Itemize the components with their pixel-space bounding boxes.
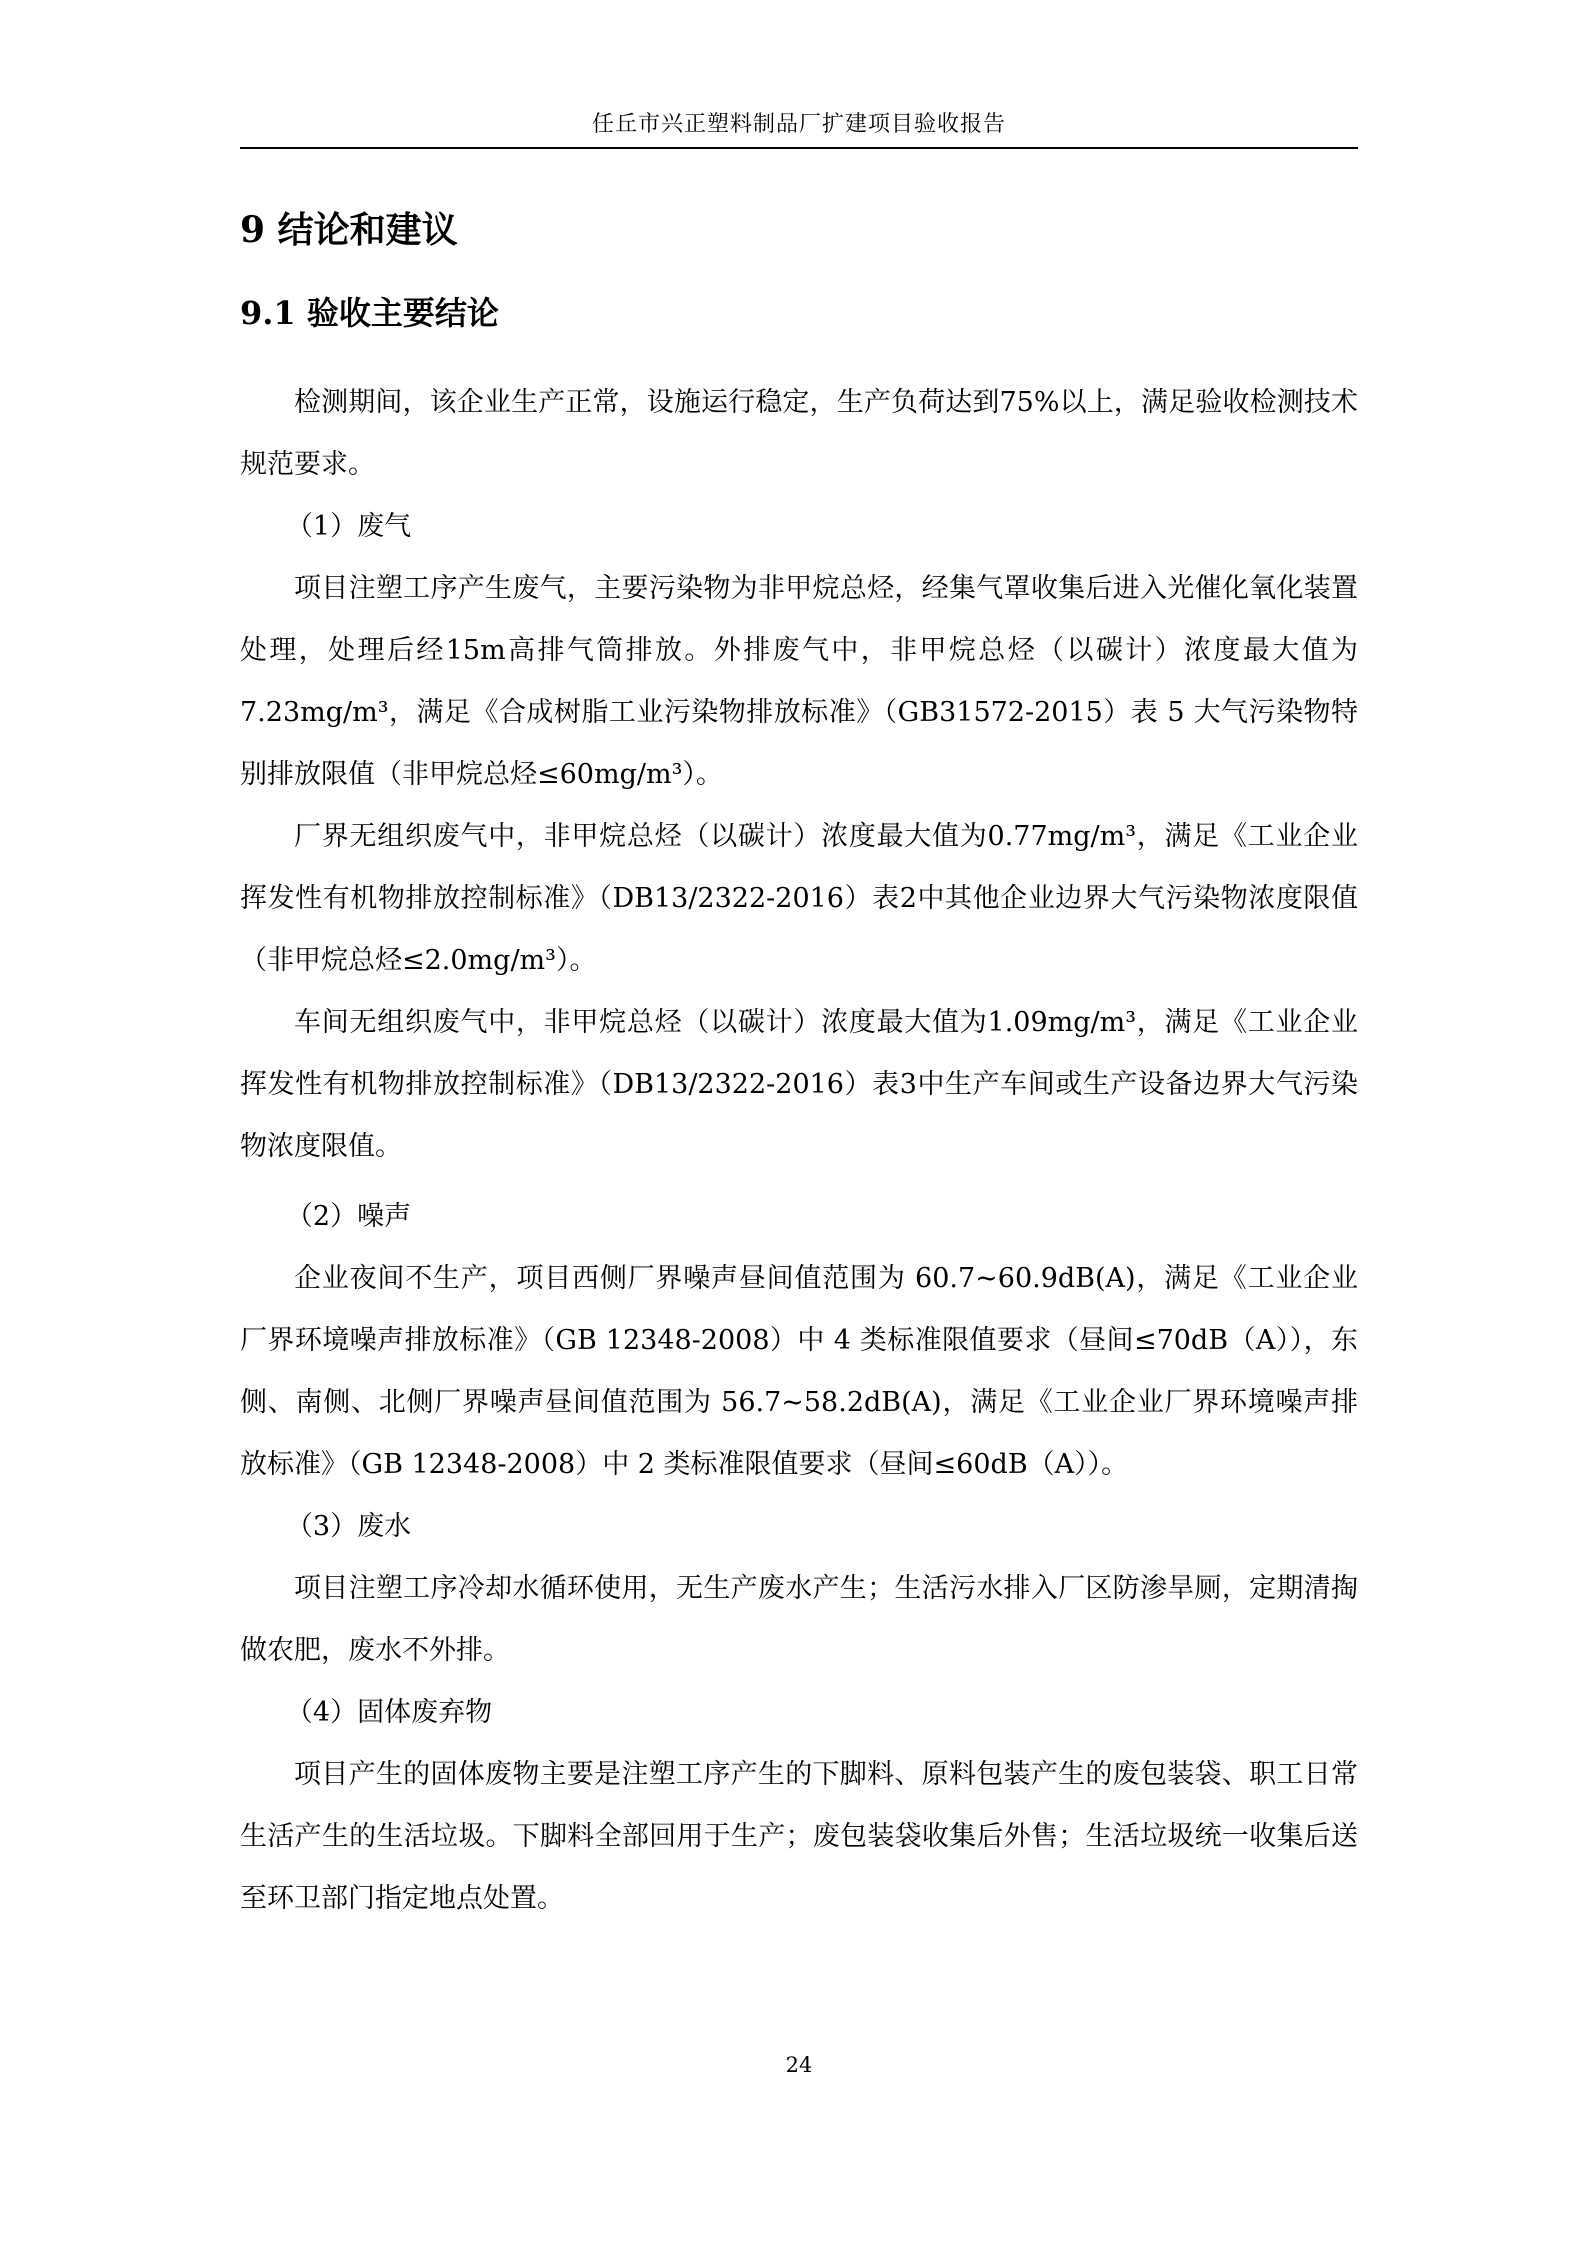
- spacer: [240, 1178, 1358, 1186]
- solid-waste-heading: （4）固体废弃物: [285, 1697, 493, 1728]
- waste-water-paragraph: 项目注塑工序冷却水循环使用，无生产废水产生；生活污水排入厂区防渗旱厕，定期清掏做农肥，废水不外排。: [240, 1573, 1358, 1666]
- waste-water-heading: （3）废水: [285, 1511, 412, 1542]
- noise-heading: （2）噪声: [285, 1201, 412, 1232]
- noise-paragraph: 企业夜间不生产，项目西侧厂界噪声昼间值范围为 60.7~60.9dB(A)，满足《工业企业厂界环境噪声排放标准》（GB 12348-2008）中 4 类标准限值要求（昼间≤70dB（A）），东侧、南侧、北侧厂界噪声昼间值范围为 56.7~58.2dB(A)，满足《工业企业厂界环境噪声排放标准》（GB 12348-2008）中 2 类标准限值要求（昼间≤60dB（A））。: [240, 1263, 1358, 1480]
- waste-gas-paragraph-1: 项目注塑工序产生废气，主要污染物为非甲烷总烃，经集气罩收集后进入光催化氧化装置处理，处理后经15m高排气筒排放。外排废气中，非甲烷总烃（以碳计）浓度最大值为7.23mg/m³，满足《合成树脂工业污染物排放标准》（GB31572-2015）表 5 大气污染物特别排放限值（非甲烷总烃≤60mg/m³）。: [240, 573, 1358, 790]
- section-heading: 9.1 验收主要结论: [240, 294, 499, 332]
- page-number: 24: [785, 2053, 813, 2077]
- body-text: [240, 372, 1358, 1930]
- intro-paragraph: 检测期间，该企业生产正常，设施运行稳定，生产负荷达到75%以上，满足验收检测技术规范要求。: [240, 387, 1358, 480]
- header-rule: [240, 147, 1358, 149]
- solid-waste-paragraph: 项目产生的固体废物主要是注塑工序产生的下脚料、原料包装产生的废包装袋、职工日常生活产生的生活垃圾。下脚料全部回用于生产；废包装袋收集后外售；生活垃圾统一收集后送至环卫部门指定地点处置。: [240, 1759, 1358, 1914]
- running-header-title: 任丘市兴正塑料制品厂扩建项目验收报告: [591, 112, 1006, 137]
- waste-gas-heading: （1）废气: [285, 511, 412, 542]
- waste-gas-paragraph-2: 厂界无组织废气中，非甲烷总烃（以碳计）浓度最大值为0.77mg/m³，满足《工业企业挥发性有机物排放控制标准》（DB13/2322-2016）表2中其他企业边界大气污染物浓度限值（非甲烷总烃≤2.0mg/m³）。: [240, 821, 1358, 976]
- chapter-heading: 9 结论和建议: [240, 209, 458, 251]
- waste-gas-paragraph-3: 车间无组织废气中，非甲烷总烃（以碳计）浓度最大值为1.09mg/m³，满足《工业企业挥发性有机物排放控制标准》（DB13/2322-2016）表3中生产车间或生产设备边界大气污染物浓度限值。: [240, 1007, 1358, 1162]
